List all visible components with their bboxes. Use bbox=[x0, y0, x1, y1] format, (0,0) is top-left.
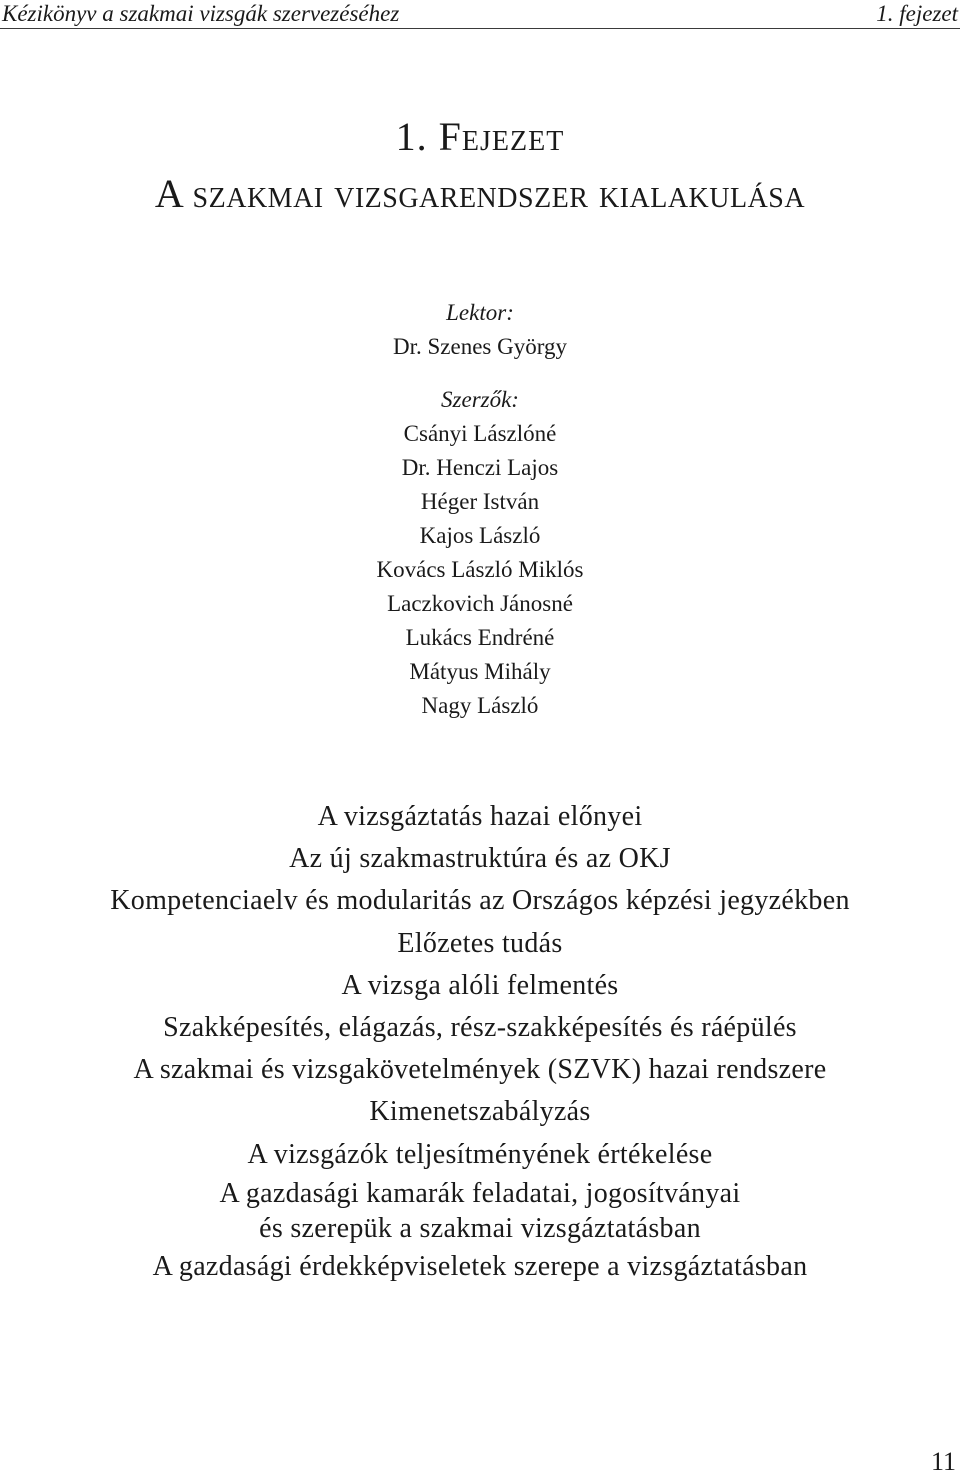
topic-item: A gazdasági érdekképviseletek szerepe a vizsgáztatásban bbox=[152, 1250, 808, 1282]
author-name: Kajos László bbox=[419, 523, 541, 548]
author-name: Kovács László Miklós bbox=[376, 557, 584, 582]
topic-item: Kimenetszabályzás bbox=[369, 1096, 591, 1128]
header-book-title: Kézikönyv a szakmai vizsgák szervezéséhez bbox=[2, 1, 400, 26]
topic-item: A vizsga alóli felmentés bbox=[341, 969, 619, 1001]
topic-item: A vizsgáztatás hazai előnyei bbox=[317, 801, 643, 832]
chapter-title: A szakmai vizsgarendszer kialakulása bbox=[154, 171, 806, 216]
topic-line-second: és szerepük a szakmai vizsgáztatásban bbox=[259, 1212, 701, 1244]
author-name: Lukács Endréné bbox=[405, 625, 555, 650]
author-name: Dr. Henczi Lajos bbox=[401, 455, 559, 480]
author-name: Mátyus Mihály bbox=[409, 659, 551, 684]
author-name: Csányi Lászlóné bbox=[403, 421, 557, 446]
topic-item: Az új szakmastruktúra és az OKJ bbox=[289, 843, 671, 875]
topic-item: A vizsgázók teljesítményének értékelése bbox=[247, 1138, 713, 1170]
header-chapter-label: 1. fejezet bbox=[876, 1, 958, 26]
author-name: Nagy László bbox=[421, 693, 539, 718]
author-name: Héger István bbox=[420, 489, 540, 514]
topic-item: A szakmai és vizsgakövetelmények (SZVK) hazai rendszere bbox=[133, 1054, 827, 1086]
running-header bbox=[0, 0, 960, 29]
page-number: 11 bbox=[930, 1447, 956, 1476]
topic-item: Kompetenciaelv és modularitás az Országos képzési jegyzékben bbox=[110, 885, 850, 917]
chapter-number: 1. Fejezet bbox=[395, 114, 565, 159]
authors-label: Szerzők: bbox=[441, 387, 519, 412]
topic-line-first: A gazdasági kamarák feladatai, jogosítványai bbox=[219, 1177, 741, 1209]
topic-item: Előzetes tudás bbox=[397, 927, 563, 959]
lector-label: Lektor: bbox=[446, 300, 514, 325]
lector-name: Dr. Szenes György bbox=[393, 334, 567, 359]
author-name: Laczkovich Jánosné bbox=[387, 591, 573, 616]
credits-spacer bbox=[0, 364, 960, 383]
chapter-topics-list bbox=[0, 796, 960, 1288]
credits-block bbox=[0, 296, 960, 723]
topic-item-two-line bbox=[0, 1176, 960, 1246]
topic-item: Szakképesítés, elágazás, rész-szakképesítés és ráépülés bbox=[163, 1012, 797, 1044]
